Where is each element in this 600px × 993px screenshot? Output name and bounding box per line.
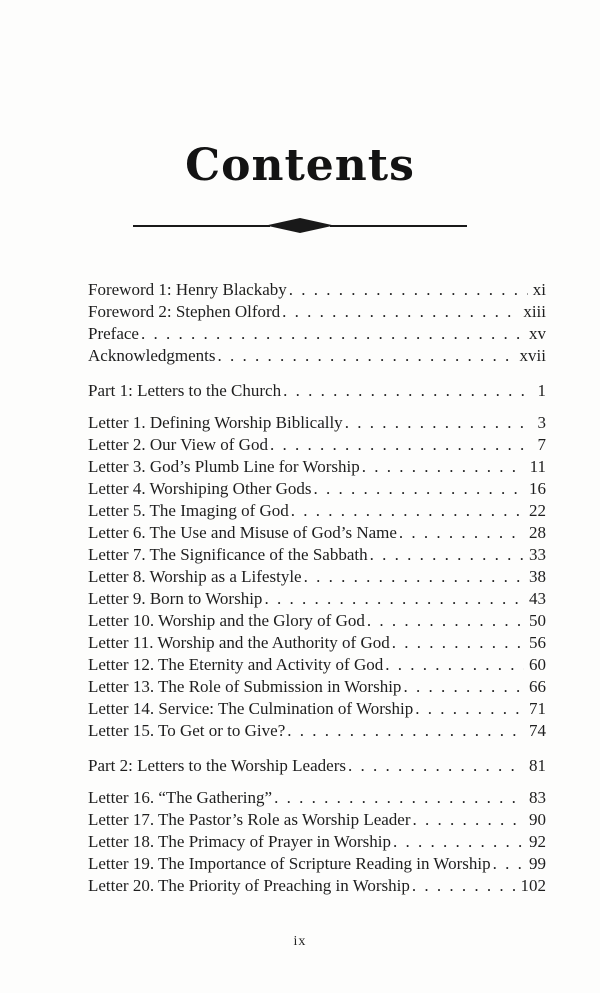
toc-entry-label: Foreword 1: Henry Blackaby [88, 280, 287, 299]
toc-page-number: 33 [529, 545, 546, 564]
toc-dot-leader [282, 301, 518, 323]
front-matter-group [88, 279, 546, 367]
toc-dot-leader [412, 875, 516, 897]
toc-entry-label: Letter 18. The Primacy of Prayer in Worship [88, 832, 391, 851]
toc-entry-label: Letter 11. Worship and the Authority of God [88, 633, 390, 652]
toc-page-number: 7 [537, 435, 546, 454]
toc-dot-leader [403, 676, 524, 698]
toc-entry [88, 412, 546, 434]
toc-entry-label: Letter 2. Our View of God [88, 435, 268, 454]
toc-entry [88, 456, 546, 478]
toc-page-number: 74 [529, 721, 546, 740]
toc-page-number: 92 [529, 832, 546, 851]
divider-line-right [330, 225, 467, 227]
toc-page-number: 71 [529, 699, 546, 718]
toc-dot-leader [393, 831, 524, 853]
toc-page-number: 81 [529, 756, 546, 775]
table-of-contents [88, 279, 546, 897]
toc-dot-leader [289, 279, 528, 301]
toc-dot-leader [413, 809, 524, 831]
toc-entry [88, 632, 546, 654]
toc-dot-leader [493, 853, 524, 875]
toc-dot-leader [367, 610, 524, 632]
toc-page-number: xv [529, 324, 546, 343]
folio-page-number: ix [293, 934, 307, 949]
toc-entry-label: Part 1: Letters to the Church [88, 381, 282, 400]
toc-entry-label: Letter 10. Worship and the Glory of God [88, 611, 365, 630]
toc-page-number: 1 [537, 381, 546, 400]
part2-heading-group [88, 755, 546, 777]
toc-entry-label: Letter 16. “The Gathering” [88, 788, 273, 807]
toc-page-number: 11 [529, 457, 546, 476]
toc-dot-leader [217, 345, 514, 367]
toc-dot-leader [141, 323, 524, 345]
toc-entry [88, 500, 546, 522]
toc-page-number: 90 [529, 810, 546, 829]
toc-entry-label: Acknowledgments [88, 346, 216, 365]
toc-page-number: 38 [529, 567, 546, 586]
toc-page-number: 83 [529, 788, 546, 807]
toc-entry-label: Preface [88, 324, 139, 343]
toc-dot-leader [283, 380, 532, 402]
toc-entry-label: Part 2: Letters to the Worship Leaders [88, 756, 346, 775]
toc-page-number: 99 [529, 854, 546, 873]
toc-entry [88, 853, 546, 875]
toc-entry-label: Letter 8. Worship as a Lifestyle [88, 567, 302, 586]
toc-entry-label: Letter 9. Born to Worship [88, 589, 263, 608]
toc-entry [88, 610, 546, 632]
diamond-icon [266, 218, 334, 233]
divider-line-left [133, 225, 270, 227]
toc-entry-label: Letter 1. Defining Worship Biblically [88, 413, 343, 432]
toc-page-number: 3 [537, 413, 546, 432]
toc-entry [88, 301, 546, 323]
toc-entry-label: Letter 3. God’s Plumb Line for Worship [88, 457, 360, 476]
toc-entry-label: Letter 15. To Get or to Give? [88, 721, 286, 740]
toc-part-heading [88, 380, 546, 402]
toc-dot-leader [304, 566, 524, 588]
toc-dot-leader [392, 632, 524, 654]
toc-dot-leader [287, 720, 524, 742]
toc-entry [88, 809, 546, 831]
toc-dot-leader [348, 755, 524, 777]
toc-page-number: xvii [519, 346, 546, 365]
toc-entry [88, 434, 546, 456]
toc-entry-label: Letter 7. The Significance of the Sabbath [88, 545, 368, 564]
toc-dot-leader [370, 544, 524, 566]
toc-dot-leader [345, 412, 533, 434]
toc-entry [88, 544, 546, 566]
toc-entry [88, 720, 546, 742]
toc-entry [88, 478, 546, 500]
toc-page-number: xi [532, 280, 546, 299]
toc-page-number: 66 [529, 677, 546, 696]
toc-dot-leader [362, 456, 525, 478]
toc-page-number: 28 [529, 523, 546, 542]
toc-entry [88, 676, 546, 698]
toc-entry-label: Letter 4. Worshiping Other Gods [88, 479, 312, 498]
toc-page-number: 16 [529, 479, 546, 498]
toc-entry [88, 566, 546, 588]
toc-page-number: 102 [520, 876, 546, 895]
toc-entry [88, 787, 546, 809]
toc-entry [88, 345, 546, 367]
toc-page-number: 43 [529, 589, 546, 608]
toc-entry [88, 654, 546, 676]
toc-page-number: 56 [529, 633, 546, 652]
toc-entry-label: Letter 13. The Role of Submission in Worship [88, 677, 402, 696]
toc-entry [88, 875, 546, 897]
toc-page-number: 22 [529, 501, 546, 520]
part1-letters-group [88, 412, 546, 742]
toc-dot-leader [385, 654, 524, 676]
toc-entry-label: Letter 5. The Imaging of God [88, 501, 289, 520]
toc-part-heading [88, 755, 546, 777]
toc-entry-label: Letter 17. The Pastor’s Role as Worship Leader [88, 810, 411, 829]
toc-dot-leader [274, 787, 524, 809]
toc-page-number: xiii [523, 302, 546, 321]
toc-dot-leader [264, 588, 524, 610]
part1-heading-group [88, 380, 546, 402]
toc-dot-leader [399, 522, 524, 544]
toc-entry [88, 698, 546, 720]
toc-entry-label: Foreword 2: Stephen Olford [88, 302, 281, 321]
part2-letters-group [88, 787, 546, 897]
toc-entry-label: Letter 19. The Importance of Scripture Reading in Worship [88, 854, 491, 873]
section-divider [133, 218, 467, 233]
toc-entry [88, 323, 546, 345]
toc-dot-leader [291, 500, 524, 522]
toc-dot-leader [415, 698, 524, 720]
toc-entry [88, 588, 546, 610]
toc-page-number: 60 [529, 655, 546, 674]
toc-entry-label: Letter 14. Service: The Culmination of Worship [88, 699, 414, 718]
page-title: Contents [185, 140, 415, 191]
toc-entry-label: Letter 20. The Priority of Preaching in Worship [88, 876, 410, 895]
toc-entry-label: Letter 12. The Eternity and Activity of God [88, 655, 384, 674]
toc-entry [88, 831, 546, 853]
toc-entry-label: Letter 6. The Use and Misuse of God’s Name [88, 523, 397, 542]
toc-dot-leader [314, 478, 524, 500]
toc-entry [88, 522, 546, 544]
toc-dot-leader [270, 434, 533, 456]
toc-entry [88, 279, 546, 301]
toc-page-number: 50 [529, 611, 546, 630]
